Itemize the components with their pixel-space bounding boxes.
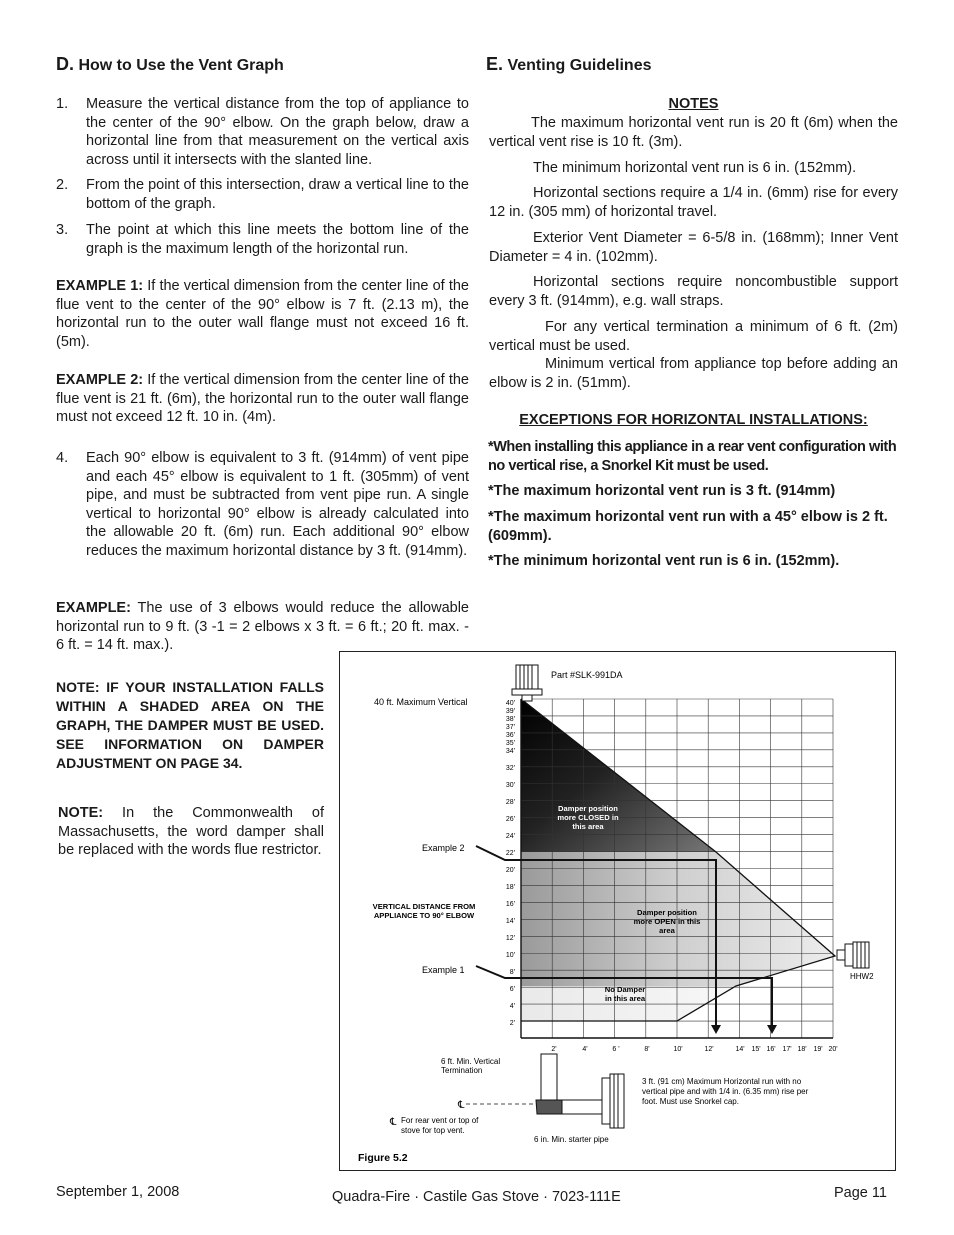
y-tick-label: 39' (505, 708, 515, 715)
y-tick-label: 37' (505, 724, 515, 731)
example-text: If the vertical dimension from the center line of the flue vent is 21 ft. (6m), the horizontal run to the outer wall flange must not exceed 12 ft. 10 in. (4m). (56, 372, 469, 426)
example-2 (56, 371, 469, 427)
damper-note: NOTE: IF YOUR INSTALLATION FALLS WITHIN A SHADED AREA ON THE GRAPH, THE DAMPER MUST BE USED. SEE INFORMATION ON DAMPER ADJUSTMENT ON PAGE 34. (56, 679, 324, 771)
note-6: For any vertical termination a minimum of 6 ft. (2m) vertical must be used. (489, 319, 898, 354)
example-2-arrowhead (711, 1025, 721, 1034)
rear-vent-label-2: stove for top vent. (401, 1126, 465, 1135)
section-title-text: How to Use the Vent Graph (78, 57, 284, 74)
y-tick-label: 35' (505, 740, 515, 747)
x-tick-labels (551, 1046, 837, 1053)
vent-graph-svg (340, 652, 897, 1172)
example-elbows (56, 599, 469, 655)
example-label: EXAMPLE 1: (56, 278, 144, 294)
notes-heading: NOTES (668, 96, 719, 112)
x-tick-label: 18' (797, 1046, 807, 1053)
section-letter: E. (486, 54, 504, 74)
example-1-label: Example 1 (422, 965, 465, 975)
note-label: NOTE: (58, 805, 104, 821)
open-area-label-2: more OPEN in this (633, 917, 701, 926)
y-tick-label: 40' (505, 700, 515, 707)
hhw2-label: HHW2 (850, 972, 874, 981)
example-label: EXAMPLE: (56, 600, 131, 616)
y-tick-label: 14' (505, 918, 515, 925)
note-text: In the Commonwealth of Massachusetts, the word damper shall be replaced with the words flue restrictor. (58, 805, 324, 859)
step-text: Each 90° elbow is equivalent to 3 ft. (914mm) of vent pipe and each 45° elbow is equivalent to 1 ft. (305mm) of vent pipe, and must be subtracted from vent pipe run. A single vertical to horizontal 90° elbow is already calculated into the allowable 20 ft. (6m) run. Each additional 90° elbow reduces the maximum horizontal distance by 3 ft. (914mm). (86, 450, 469, 559)
y-tick-label: 20' (505, 867, 515, 874)
example-label: EXAMPLE 2: (56, 372, 144, 388)
y-tick-label: 10' (505, 952, 515, 959)
y-tick-label: 32' (505, 765, 515, 772)
horizontal-cap-icon (837, 942, 869, 968)
y-tick-label: 30' (505, 782, 515, 789)
step-text: From the point of this intersection, draw a vertical line to the bottom of the graph. (86, 177, 469, 212)
exception-3: *The maximum horizontal vent run with a 45° elbow is 2 ft. (609mm). (488, 509, 888, 544)
x-tick-label: 16' (766, 1046, 776, 1053)
horizontal-note-1: 3 ft. (91 cm) Maximum Horizontal run with no (642, 1077, 802, 1086)
y-tick-label: 36' (505, 732, 515, 739)
x-tick-label: 8' (644, 1046, 650, 1053)
example-2-label: Example 2 (422, 843, 465, 853)
no-damper-label-2: in this area (604, 994, 646, 1003)
closed-area-label-2: more CLOSED in (557, 813, 619, 822)
footer-page: Page 11 (834, 1185, 887, 1201)
y-tick-label: 38' (505, 716, 515, 723)
step-text: Measure the vertical distance from the top of appliance to the center of the 90° elbow. On the graph below, draw a horizontal line from that measurement on the vertical axis across until it intersects with the slanted line. (86, 96, 469, 168)
x-tick-label: 12' (704, 1046, 714, 1053)
x-tick-label: 6 ' (612, 1046, 620, 1053)
centerline-symbol-2: ℄ (390, 1117, 397, 1128)
min-vertical-label-1: 6 ft. Min. Vertical (441, 1057, 501, 1066)
axis-label-line-2: APPLIANCE TO 90° ELBOW (373, 911, 475, 920)
centerline-symbol: ℄ (458, 1100, 465, 1111)
x-tick-label: 2' (551, 1046, 557, 1053)
section-letter: D. (56, 54, 74, 74)
footer-title: Quadra-Fire · Castile Gas Stove · 7023-111E (332, 1189, 621, 1205)
horizontal-note-2: vertical pipe and with 1/4 in. (6.35 mm) rise per (642, 1087, 809, 1096)
note-5: Horizontal sections require noncombustible support every 3 ft. (914mm), e.g. wall straps. (489, 274, 898, 309)
horizontal-note-3: foot. Must use Snorkel cap. (642, 1097, 739, 1106)
y-tick-label: 12' (505, 935, 515, 942)
y-tick-label: 8' (509, 969, 515, 976)
y-tick-label: 16' (505, 901, 515, 908)
max-vertical-label: 40 ft. Maximum Vertical (374, 697, 468, 707)
section-d-title (56, 54, 284, 75)
example-text: If the vertical dimension from the center line of the flue vent to the center of the 90° elbow is 7 ft. (2.13 m), the horizontal run to the outer wall flange must not exceed 16 ft. (5m). (56, 278, 469, 350)
x-tick-label: 10' (673, 1046, 683, 1053)
step-number: 4. (56, 450, 69, 466)
step-text: The point at which this line meets the bottom line of the graph is the maximum length of the horizontal run. (86, 222, 469, 257)
y-tick-label: 4' (509, 1003, 515, 1010)
y-tick-label: 34' (505, 748, 515, 755)
y-tick-label: 22' (505, 850, 515, 857)
example-1-arrowhead (767, 1025, 777, 1034)
step-2 (56, 176, 469, 213)
exception-4: *The minimum horizontal vent run is 6 in. (152mm). (488, 553, 840, 569)
y-tick-label: 6' (509, 986, 515, 993)
x-tick-label: 15' (751, 1046, 761, 1053)
example-1 (56, 277, 469, 351)
x-tick-label: 19' (813, 1046, 823, 1053)
note-1: The maximum horizontal vent run is 20 ft (6m) when the vertical vent rise is 10 ft. (3m). (489, 115, 898, 150)
note-2: The minimum horizontal vent run is 6 in. (152mm). (533, 160, 857, 176)
termination-illustration (536, 1054, 624, 1128)
vent-graph-figure (339, 651, 896, 1171)
x-tick-label: 4' (582, 1046, 588, 1053)
step-number: 1. (56, 96, 69, 112)
x-tick-label: 20' (828, 1046, 838, 1053)
part-number-label: Part #SLK-991DA (551, 670, 623, 680)
section-e-title (486, 54, 652, 75)
starter-pipe-label: 6 in. Min. starter pipe (534, 1135, 609, 1144)
section-title-text: Venting Guidelines (507, 57, 652, 74)
note-3: Horizontal sections require a 1/4 in. (6mm) rise for every 12 in. (305 mm) of horizontal travel. (489, 185, 898, 220)
no-damper-label-1: No Damper (604, 985, 646, 994)
step-4 (56, 449, 469, 561)
graph-grid (521, 699, 833, 1038)
rear-vent-label-1: For rear vent or top of (401, 1116, 479, 1125)
open-area-label-3: area (659, 926, 675, 935)
vertical-cap-icon (512, 665, 542, 701)
closed-area-label-1: Damper position (558, 804, 618, 813)
min-vertical-label-2: Termination (441, 1066, 483, 1075)
step-1 (56, 95, 469, 169)
open-area-label-1: Damper position (637, 908, 697, 917)
x-tick-label: 17' (782, 1046, 792, 1053)
step-number: 3. (56, 222, 69, 238)
y-tick-label: 2' (509, 1020, 515, 1027)
massachusetts-note (58, 804, 324, 860)
y-tick-label: 18' (505, 884, 515, 891)
closed-area-label-3: this area (572, 822, 604, 831)
example-text: The use of 3 elbows would reduce the allowable horizontal run to 9 ft. (3 -1 = 2 elbows x 3 ft. = 6 ft.; 20 ft. max. - 6 ft. = 14 ft. max.). (56, 600, 469, 654)
figure-caption: Figure 5.2 (358, 1152, 408, 1164)
exception-2: *The maximum horizontal vent run is 3 ft. (914mm) (488, 483, 836, 499)
axis-label-line-1: VERTICAL DISTANCE FROM (372, 902, 476, 911)
y-tick-label: 26' (505, 816, 515, 823)
step-3 (56, 221, 469, 258)
step-number: 2. (56, 177, 69, 193)
x-tick-label: 14' (735, 1046, 745, 1053)
y-tick-label: 24' (505, 833, 515, 840)
y-tick-label: 28' (505, 799, 515, 806)
footer-date: September 1, 2008 (56, 1184, 180, 1200)
exceptions-heading: EXCEPTIONS FOR HORIZONTAL INSTALLATIONS: (519, 412, 868, 428)
note-4: Exterior Vent Diameter = 6-5/8 in. (168mm); Inner Vent Diameter = 4 in. (102mm). (489, 230, 898, 265)
note-7: Minimum vertical from appliance top before adding an elbow is 2 in. (51mm). (489, 356, 898, 391)
exception-1: *When installing this appliance in a rear vent configuration with no vertical rise, a Snorkel Kit must be used. (488, 439, 897, 474)
